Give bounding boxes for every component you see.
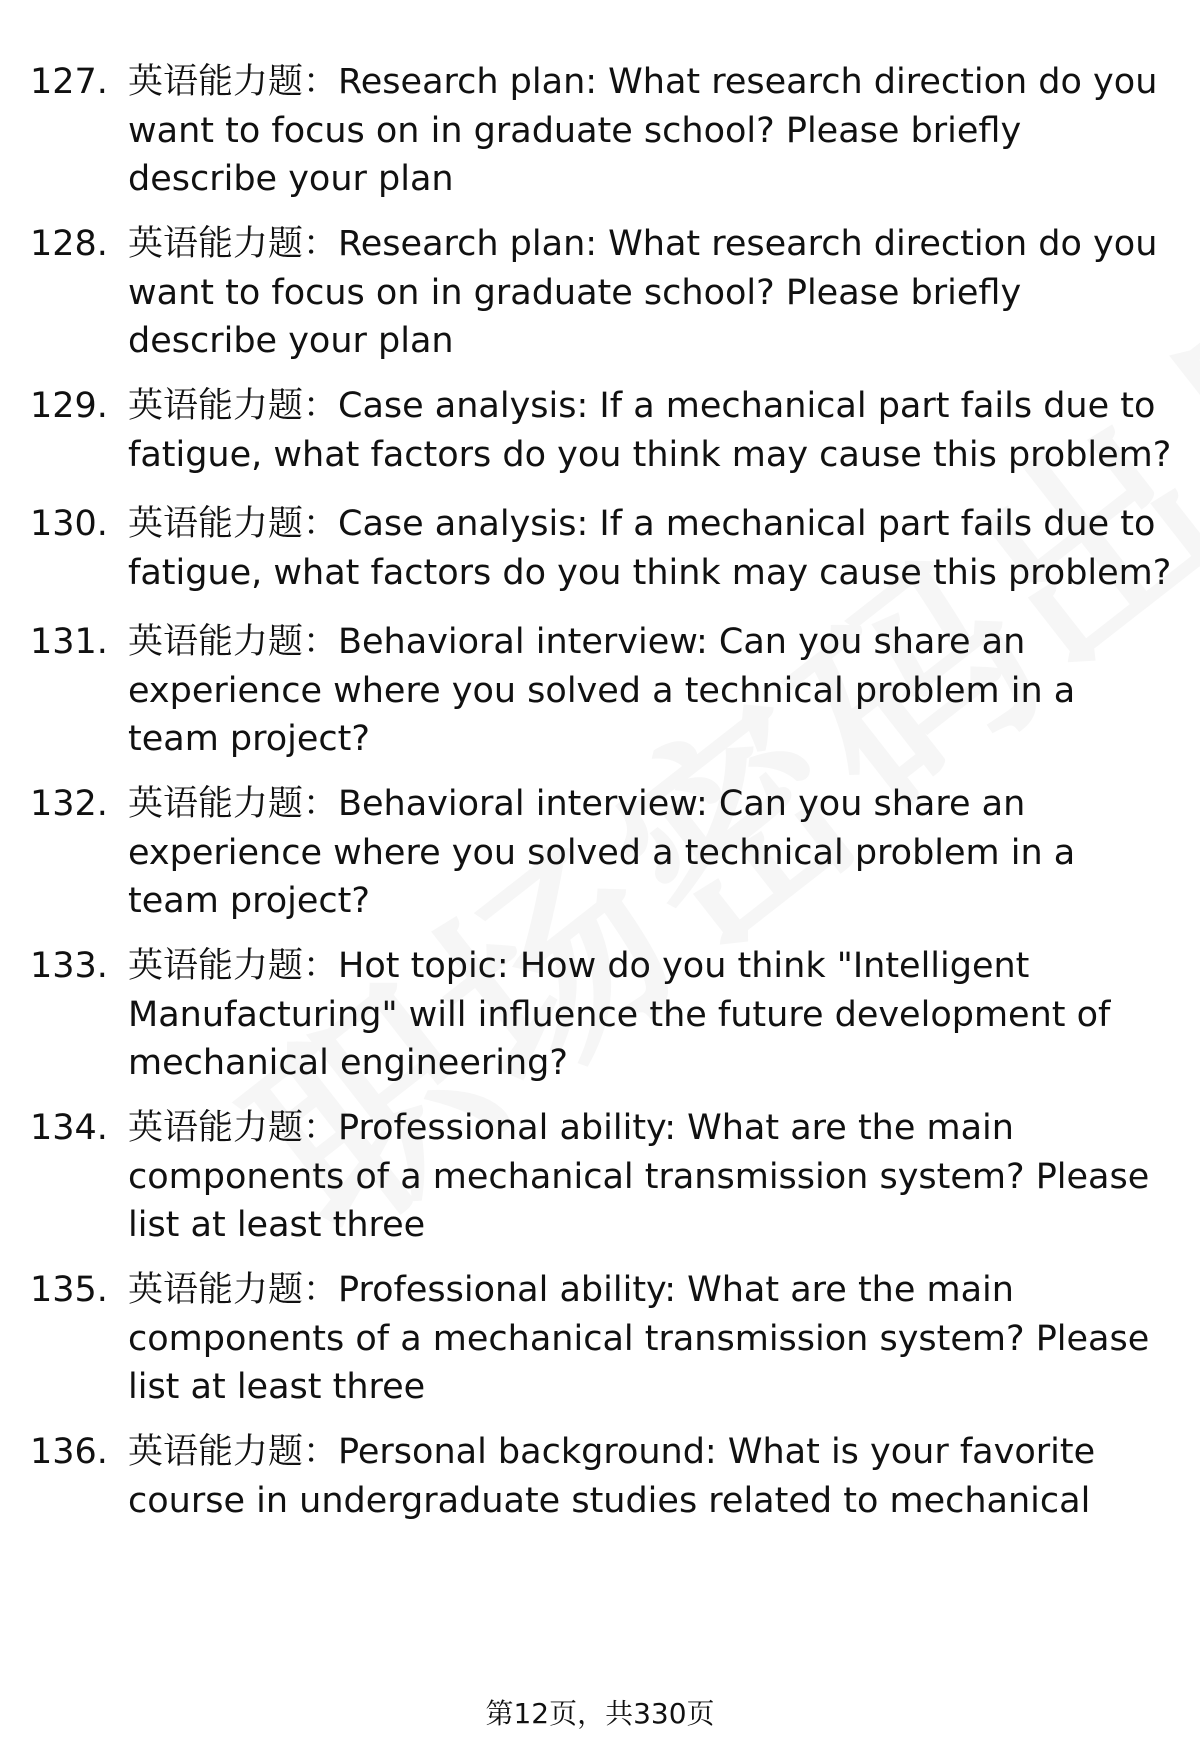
question-tag: 英语能力题： — [128, 62, 339, 102]
question-text: Research plan: What research direction do you want to focus on in graduate school? Please briefly describe your plan — [128, 224, 1158, 361]
question-tag: 英语能力题： — [128, 784, 339, 824]
question-number: 135. — [30, 1270, 108, 1310]
question-tag: 英语能力题： — [128, 1108, 339, 1148]
question-text: Professional ability: What are the main components of a mechanical transmission system? Please list at least three — [128, 1270, 1150, 1407]
question-body — [128, 1428, 1173, 1525]
question-text: Hot topic: How do you think "Intelligent Manufacturing" will influence the future development of mechanical engineering? — [128, 946, 1111, 1083]
question-text: Personal background: What is your favorite course in undergraduate studies related to mechanical — [128, 1432, 1096, 1521]
question-number: 136. — [30, 1432, 108, 1472]
question-tag: 英语能力题： — [128, 946, 339, 986]
question-number: 132. — [30, 784, 108, 824]
question-text: Behavioral interview: Can you share an experience where you solved a technical problem in a team project? — [128, 784, 1076, 921]
question-number: 134. — [30, 1108, 108, 1148]
question-body — [128, 382, 1173, 479]
question-item — [30, 780, 1180, 926]
question-tag: 英语能力题： — [128, 622, 339, 662]
question-number: 129. — [30, 386, 108, 426]
question-text: Case analysis: If a mechanical part fails due to fatigue, what factors do you think may cause this problem? — [128, 386, 1172, 475]
question-item — [30, 382, 1180, 479]
question-body — [128, 220, 1173, 366]
question-text: Research plan: What research direction do you want to focus on in graduate school? Please briefly describe your plan — [128, 62, 1158, 199]
question-body — [128, 942, 1173, 1088]
question-text: Professional ability: What are the main components of a mechanical transmission system? Please list at least three — [128, 1108, 1150, 1245]
question-item — [30, 1428, 1180, 1525]
question-item — [30, 500, 1180, 597]
question-body — [128, 1266, 1173, 1412]
question-number: 133. — [30, 946, 108, 986]
question-text: Behavioral interview: Can you share an experience where you solved a technical problem in a team project? — [128, 622, 1076, 759]
question-number: 131. — [30, 622, 108, 662]
page-footer: 第12页，共330页 — [485, 1697, 715, 1730]
question-item — [30, 58, 1180, 204]
question-body — [128, 1104, 1173, 1250]
question-item — [30, 220, 1180, 366]
question-number: 128. — [30, 224, 108, 264]
question-item — [30, 1104, 1180, 1250]
question-body — [128, 58, 1173, 204]
question-number: 130. — [30, 504, 108, 544]
question-body — [128, 618, 1173, 764]
question-tag: 英语能力题： — [128, 1270, 339, 1310]
question-body — [128, 500, 1173, 597]
question-tag: 英语能力题： — [128, 386, 339, 426]
question-tag: 英语能力题： — [128, 1432, 339, 1472]
question-item — [30, 618, 1180, 764]
question-tag: 英语能力题： — [128, 224, 339, 264]
question-item — [30, 942, 1180, 1088]
question-body — [128, 780, 1173, 926]
question-text: Case analysis: If a mechanical part fails due to fatigue, what factors do you think may cause this problem? — [128, 504, 1172, 593]
question-number: 127. — [30, 62, 108, 102]
question-tag: 英语能力题： — [128, 504, 339, 544]
question-item — [30, 1266, 1180, 1412]
